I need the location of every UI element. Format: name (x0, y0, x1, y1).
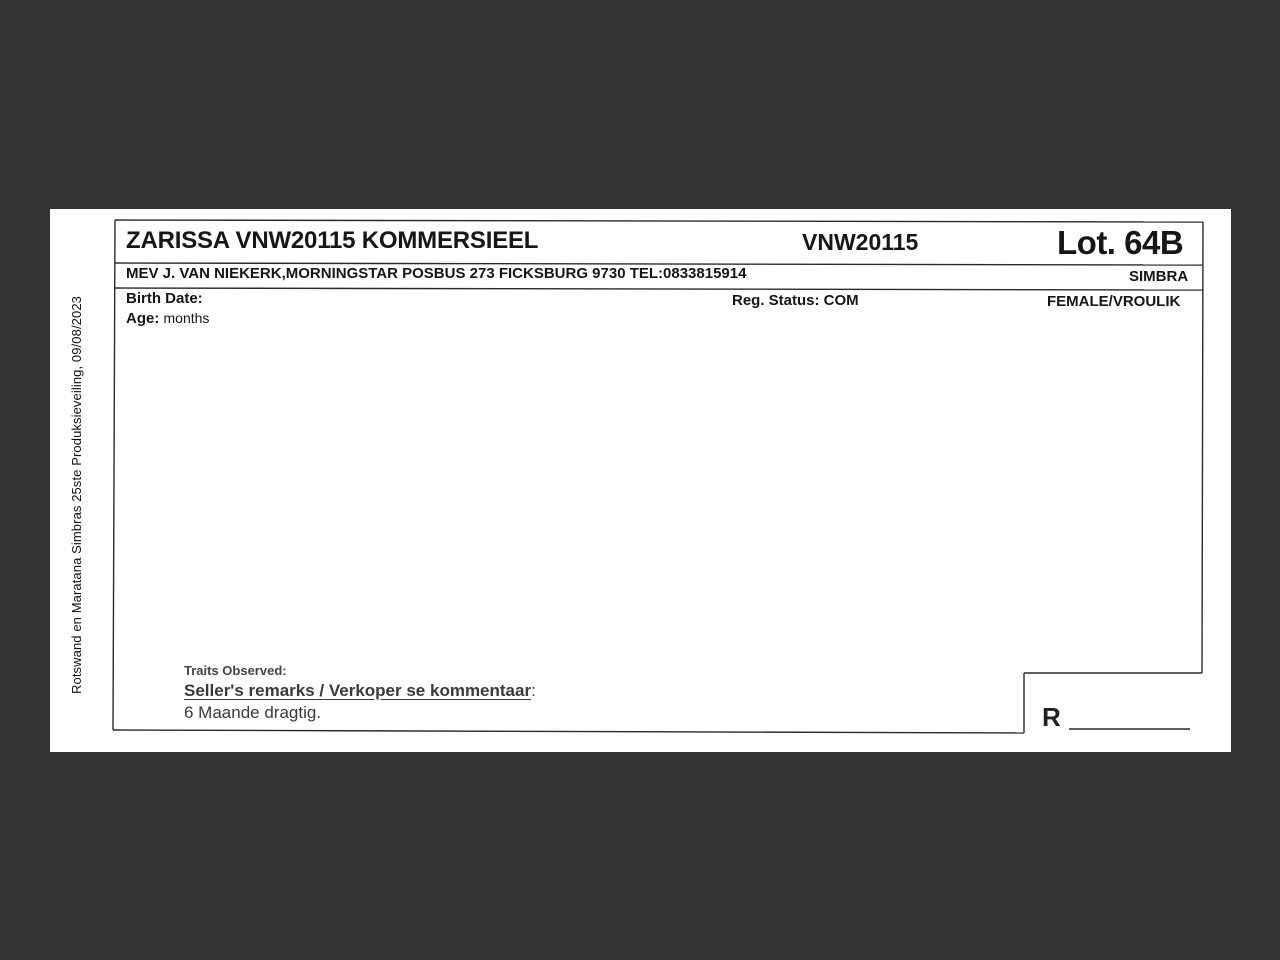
animal-code: VNW20115 (802, 229, 919, 255)
seller-remarks-colon: : (531, 681, 536, 700)
seller-remarks-text: 6 Maande dragtig. (184, 703, 322, 722)
breed-label: SIMBRA (1129, 268, 1189, 285)
frame-left-line (113, 220, 115, 730)
registration-status: Reg. Status: COM (732, 292, 859, 309)
seller-remarks-heading-text: Seller's remarks / Verkoper se kommentaar (184, 681, 532, 700)
sale-side-note: Rotswand en Maratana Simbras 25ste Produksieveiling, 09/08/2023 (69, 296, 84, 694)
owner-divider-line (115, 288, 1203, 290)
traits-observed-label: Traits Observed: (184, 663, 287, 678)
frame-top-line (115, 220, 1203, 222)
animal-title: ZARISSA VNW20115 KOMMERSIEEL (126, 227, 539, 254)
lot-number: Lot. 64B (1057, 224, 1184, 261)
age-row (126, 310, 209, 327)
owner-contact-line: MEV J. VAN NIEKERK,MORNINGSTAR POSBUS 273 FICKSBURG 9730 TEL:0833815914 (126, 265, 747, 282)
seller-remarks-heading (184, 681, 536, 701)
frame-bottom-line (113, 730, 1024, 733)
sex-label: FEMALE/VROULIK (1047, 293, 1181, 310)
age-label: Age: (126, 310, 160, 327)
age-unit: months (163, 310, 210, 326)
birth-date-label: Birth Date: (126, 290, 203, 307)
price-currency-label: R (1042, 702, 1061, 732)
